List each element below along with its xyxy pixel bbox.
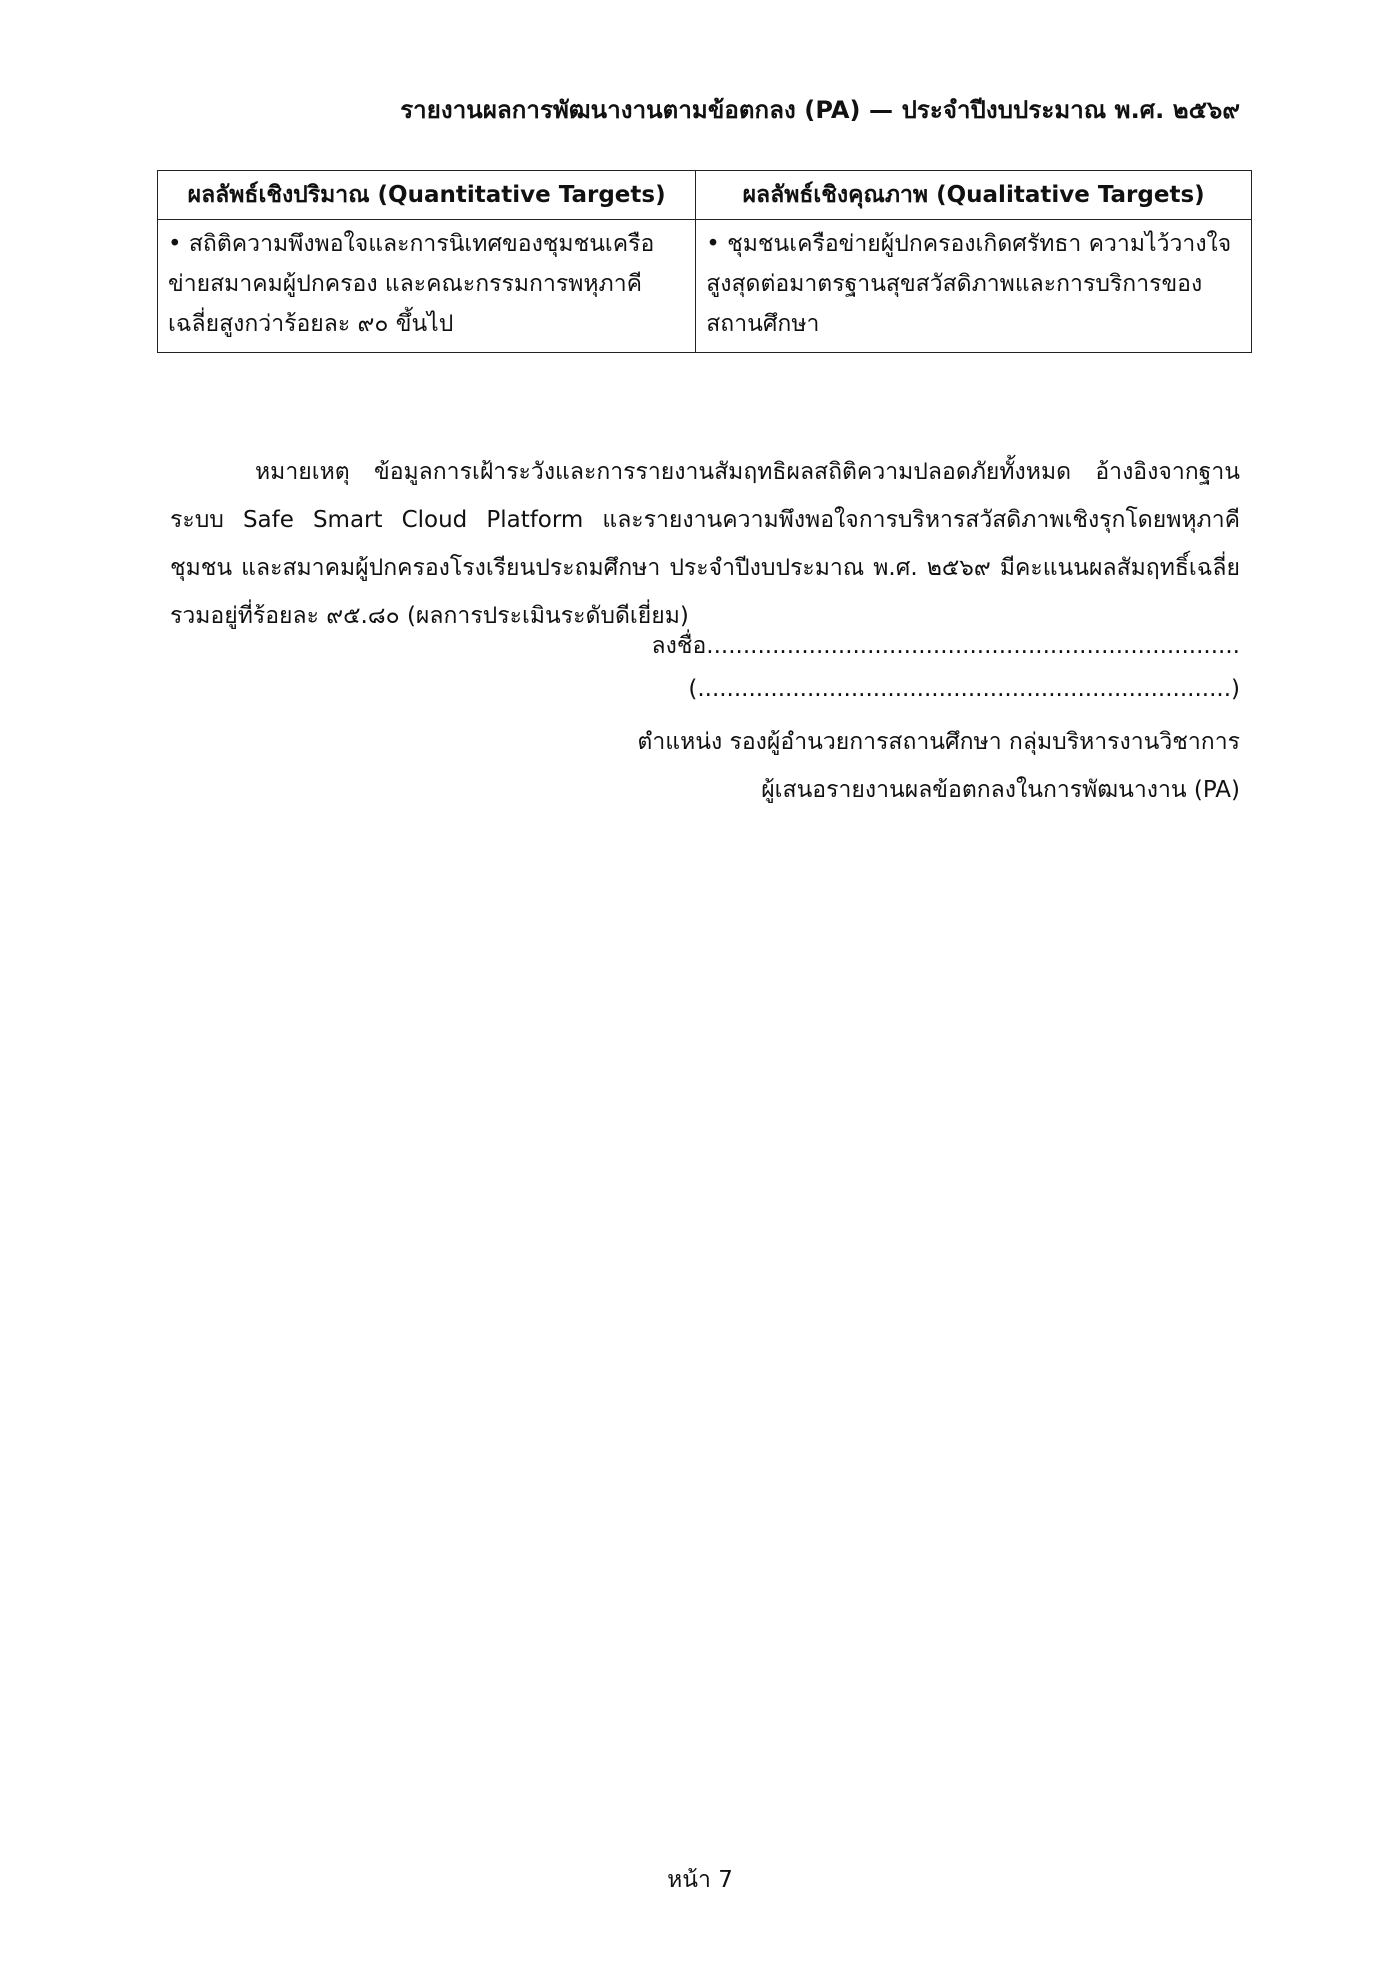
signature-position: ตำแหน่ง รองผู้อำนวยการสถานศึกษา กลุ่มบริหารงานวิชาการ <box>637 729 1240 755</box>
document-header-title: รายงานผลการพัฒนางานตามข้อตกลง (PA) — ประจำปีงบประมาณ พ.ศ. ๒๕๖๙ <box>400 96 1240 124</box>
table-header-row <box>158 171 1252 220</box>
quantitative-target-cell: • สถิติความพึงพอใจและการนิเทศของชุมชนเครือข่ายสมาคมผู้ปกครอง และคณะกรรมการพหุภาคีเฉลี่ยสูงกว่าร้อยละ ๙๐ ขึ้นไป <box>158 220 696 353</box>
quantitative-targets-header: ผลลัพธ์เชิงปริมาณ (Quantitative Targets) <box>158 171 696 220</box>
signature-name-line: (.........................................................................) <box>688 676 1240 702</box>
signature-role: ผู้เสนอรายงานผลข้อตกลงในการพัฒนางาน (PA) <box>761 777 1240 803</box>
signature-line: ลงชื่อ......................................................................... <box>651 633 1240 659</box>
note-paragraph: หมายเหตุ ข้อมูลการเฝ้าระวังและการรายงานสัมฤทธิผลสถิติความปลอดภัยทั้งหมด อ้างอิงจากฐานระบบ Safe Smart Cloud Platform และรายงานความพึงพอใจการบริหารสวัสดิภาพเชิงรุกโดยพหุภาคีชุมชน และสมาคมผู้ปกครองโรงเรียนประถมศึกษา ประจำปีงบประมาณ พ.ศ. ๒๕๖๙ มีคะแนนผลสัมฤทธิ์เฉลี่ยรวมอยู่ที่ร้อยละ ๙๕.๘๐ (ผลการประเมินระดับดีเยี่ยม) <box>170 459 1240 629</box>
targets-table <box>157 170 1252 353</box>
page-number: หน้า 7 <box>667 1867 733 1893</box>
qualitative-target-cell: • ชุมชนเครือข่ายผู้ปกครองเกิดศรัทธา ความไว้วางใจสูงสุดต่อมาตรฐานสุขสวัสดิภาพและการบริการของสถานศึกษา <box>696 220 1252 353</box>
table-row <box>158 220 1252 353</box>
qualitative-targets-header: ผลลัพธ์เชิงคุณภาพ (Qualitative Targets) <box>696 171 1252 220</box>
